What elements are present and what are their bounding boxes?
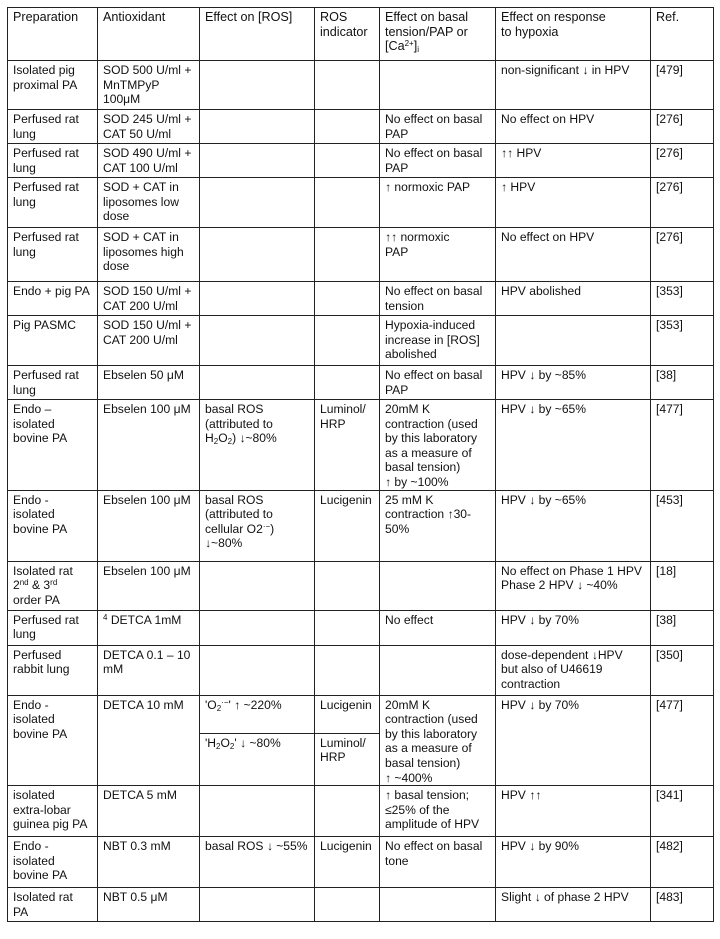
cell-effect-on-ros: [200, 645, 315, 695]
cell-basal-effect: No effect on basal PAP: [380, 366, 496, 400]
cell-effect-on-ros: [200, 366, 315, 400]
antioxidant-effects-table: [7, 7, 714, 922]
cell-ref: [38]: [651, 366, 714, 400]
cell-antioxidant: SOD 245 U/ml + CAT 50 U/ml: [98, 110, 200, 144]
cell-ref: [353]: [651, 316, 714, 366]
cell-effect-on-ros: [200, 228, 315, 282]
cell-ref: [341]: [651, 786, 714, 837]
cell-ros-indicator: Luminol/ HRP: [315, 400, 380, 491]
cell-ros-indicator: [315, 888, 380, 922]
cell-ref: [483]: [651, 888, 714, 922]
cell-basal-effect: [380, 888, 496, 922]
cell-preparation: Isolated pig proximal PA: [8, 61, 98, 110]
cell-effect-on-ros: [200, 316, 315, 366]
cell-effect-on-ros: [200, 144, 315, 178]
cell-effect-on-ros: [200, 610, 315, 645]
cell-basal-effect: ↑↑ normoxic PAP: [380, 228, 496, 282]
table-row: [8, 888, 714, 922]
cell-ref: [350]: [651, 645, 714, 695]
cell-antioxidant: SOD 150 U/ml + CAT 200 U/ml: [98, 316, 200, 366]
cell-effect-on-ros: '$H_2O_2$' ↓ ~80%: [200, 733, 315, 786]
cell-antioxidant: Ebselen 50 μM: [98, 366, 200, 400]
header-effect-on-basal-tension: Effect on basal tension/PAP or $[Ca^{2+}]_i$: [380, 8, 496, 61]
table-row: [8, 366, 714, 400]
cell-preparation: Endo - isolated bovine PA: [8, 490, 98, 561]
cell-antioxidant: NBT 0.5 μM: [98, 888, 200, 922]
cell-preparation: Endo – isolated bovine PA: [8, 400, 98, 491]
cell-ref: [276]: [651, 144, 714, 178]
cell-antioxidant: Ebselen 100 μM: [98, 400, 200, 491]
cell-ros-indicator: [315, 786, 380, 837]
cell-ref: [353]: [651, 282, 714, 316]
cell-preparation: Perfused rat lung: [8, 610, 98, 645]
table-row: [8, 837, 714, 888]
cell-basal-effect: No effect on basal PAP: [380, 110, 496, 144]
cell-ros-indicator: [315, 228, 380, 282]
header-antioxidant: Antioxidant: [98, 8, 200, 61]
header-effect-on-ros: Effect on [ROS]: [200, 8, 315, 61]
cell-preparation: Perfused rat lung: [8, 228, 98, 282]
cell-basal-effect: No effect on basal tension: [380, 282, 496, 316]
header-preparation: Preparation: [8, 8, 98, 61]
cell-basal-effect: No effect on basal PAP: [380, 144, 496, 178]
cell-hypoxia-effect: HPV ↓ by 70%: [496, 610, 651, 645]
cell-ros-indicator: Luminol/ HRP: [315, 733, 380, 786]
cell-preparation: Perfused rat lung: [8, 144, 98, 178]
table-row: [8, 610, 714, 645]
cell-effect-on-ros: [200, 888, 315, 922]
cell-ros-indicator: [315, 178, 380, 228]
cell-basal-effect: 20mM K contraction (used by this laboratory as a measure of basal tension) ↑ by ~100%: [380, 400, 496, 491]
table-row: [8, 400, 714, 491]
cell-antioxidant: Ebselen 100 μM: [98, 490, 200, 561]
cell-preparation: Endo + pig PA: [8, 282, 98, 316]
cell-preparation: Perfused rat lung: [8, 110, 98, 144]
cell-hypoxia-effect: HPV ↓ by 90%: [496, 837, 651, 888]
cell-antioxidant: SOD + CAT in liposomes high dose: [98, 228, 200, 282]
cell-ref: [38]: [651, 610, 714, 645]
table-row: [8, 228, 714, 282]
cell-ros-indicator: [315, 561, 380, 610]
cell-antioxidant: SOD 490 U/ml + CAT 100 U/ml: [98, 144, 200, 178]
cell-antioxidant: SOD 500 U/ml + MnTMPyP 100μM: [98, 61, 200, 110]
cell-basal-effect: ↑ normoxic PAP: [380, 178, 496, 228]
table-row: [8, 316, 714, 366]
cell-hypoxia-effect: dose-dependent ↓HPV but also of U46619 contraction: [496, 645, 651, 695]
cell-hypoxia-effect: HPV ↑↑: [496, 786, 651, 837]
cell-antioxidant: DETCA 0.1 – 10 mM: [98, 645, 200, 695]
cell-hypoxia-effect: [496, 316, 651, 366]
cell-ros-indicator: Lucigenin: [315, 490, 380, 561]
cell-antioxidant: SOD 150 U/ml + CAT 200 U/ml: [98, 282, 200, 316]
cell-hypoxia-effect: Slight ↓ of phase 2 HPV: [496, 888, 651, 922]
cell-ref: [276]: [651, 228, 714, 282]
header-ros-indicator: ROS indicator: [315, 8, 380, 61]
cell-basal-effect: ↑ basal tension; ≤25% of the amplitude of HPV: [380, 786, 496, 837]
cell-effect-on-ros: [200, 282, 315, 316]
cell-antioxidant: $^4$ DETCA 1mM: [98, 610, 200, 645]
cell-basal-effect: No effect: [380, 610, 496, 645]
table-row: [8, 695, 714, 733]
table-row: [8, 61, 714, 110]
cell-hypoxia-effect: ↑ HPV: [496, 178, 651, 228]
cell-ros-indicator: [315, 645, 380, 695]
cell-preparation: Isolated rat 2nd & 3rd order PA: [8, 561, 98, 610]
cell-basal-effect: 25 mM K contraction ↑30- 50%: [380, 490, 496, 561]
cell-basal-effect: Hypoxia-induced increase in [ROS] abolished: [380, 316, 496, 366]
cell-ref: [477]: [651, 695, 714, 786]
cell-ros-indicator: [315, 110, 380, 144]
cell-ros-indicator: [315, 316, 380, 366]
cell-basal-effect: 20mM K contraction (used by this laboratory as a measure of basal tension) ↑ ~400%: [380, 695, 496, 786]
header-row: [8, 8, 714, 61]
table-row: [8, 786, 714, 837]
cell-preparation: Isolated rat PA: [8, 888, 98, 922]
cell-effect-on-ros: [200, 561, 315, 610]
cell-preparation: Perfused rat lung: [8, 178, 98, 228]
table-row: [8, 561, 714, 610]
table-row: [8, 645, 714, 695]
cell-ros-indicator: Lucigenin: [315, 837, 380, 888]
table-row: [8, 490, 714, 561]
cell-hypoxia-effect: No effect on HPV: [496, 228, 651, 282]
cell-effect-on-ros: [200, 178, 315, 228]
cell-effect-on-ros: basal ROS ↓ ~55%: [200, 837, 315, 888]
cell-basal-effect: [380, 561, 496, 610]
table-row: [8, 110, 714, 144]
header-ref: Ref.: [651, 8, 714, 61]
cell-ros-indicator: [315, 61, 380, 110]
cell-ref: [18]: [651, 561, 714, 610]
cell-effect-on-ros: [200, 61, 315, 110]
cell-preparation: Perfused rabbit lung: [8, 645, 98, 695]
cell-ref: [482]: [651, 837, 714, 888]
cell-preparation: Endo - isolated bovine PA: [8, 837, 98, 888]
cell-effect-on-ros: basal ROS (attributed to cellular O2·−) ↓~80%: [200, 490, 315, 561]
cell-hypoxia-effect: non-significant ↓ in HPV: [496, 61, 651, 110]
cell-antioxidant: NBT 0.3 mM: [98, 837, 200, 888]
table-row: [8, 144, 714, 178]
cell-basal-effect: [380, 61, 496, 110]
table-row: [8, 178, 714, 228]
cell-ref: [477]: [651, 400, 714, 491]
cell-basal-effect: [380, 645, 496, 695]
cell-antioxidant: DETCA 5 mM: [98, 786, 200, 837]
cell-hypoxia-effect: HPV ↓ by ~85%: [496, 366, 651, 400]
cell-hypoxia-effect: HPV ↓ by ~65%: [496, 400, 651, 491]
cell-ref: [479]: [651, 61, 714, 110]
cell-preparation: isolated extra-lobar guinea pig PA: [8, 786, 98, 837]
cell-ros-indicator: [315, 610, 380, 645]
cell-ref: [453]: [651, 490, 714, 561]
cell-effect-on-ros: [200, 786, 315, 837]
cell-ros-indicator: Lucigenin: [315, 695, 380, 733]
cell-ros-indicator: [315, 366, 380, 400]
cell-hypoxia-effect: ↑↑ HPV: [496, 144, 651, 178]
cell-ref: [276]: [651, 110, 714, 144]
cell-antioxidant: Ebselen 100 μM: [98, 561, 200, 610]
table-row: [8, 282, 714, 316]
cell-hypoxia-effect: No effect on Phase 1 HPV Phase 2 HPV ↓ ~40%: [496, 561, 651, 610]
cell-ros-indicator: [315, 144, 380, 178]
cell-preparation: Pig PASMC: [8, 316, 98, 366]
cell-preparation: Endo - isolated bovine PA: [8, 695, 98, 786]
cell-hypoxia-effect: HPV ↓ by 70%: [496, 695, 651, 786]
cell-basal-effect: No effect on basal tone: [380, 837, 496, 888]
cell-antioxidant: SOD + CAT in liposomes low dose: [98, 178, 200, 228]
cell-preparation: Perfused rat lung: [8, 366, 98, 400]
cell-effect-on-ros: basal ROS (attributed to $H_2O_2$) ↓~80%: [200, 400, 315, 491]
cell-ros-indicator: [315, 282, 380, 316]
cell-effect-on-ros: [200, 110, 315, 144]
cell-effect-on-ros: '$O_2^{\cdot-}$' ↑ ~220%: [200, 695, 315, 733]
cell-ref: [276]: [651, 178, 714, 228]
header-effect-on-hypoxia: Effect on response to hypoxia: [496, 8, 651, 61]
cell-hypoxia-effect: HPV abolished: [496, 282, 651, 316]
cell-hypoxia-effect: No effect on HPV: [496, 110, 651, 144]
cell-hypoxia-effect: HPV ↓ by ~65%: [496, 490, 651, 561]
cell-antioxidant: DETCA 10 mM: [98, 695, 200, 786]
